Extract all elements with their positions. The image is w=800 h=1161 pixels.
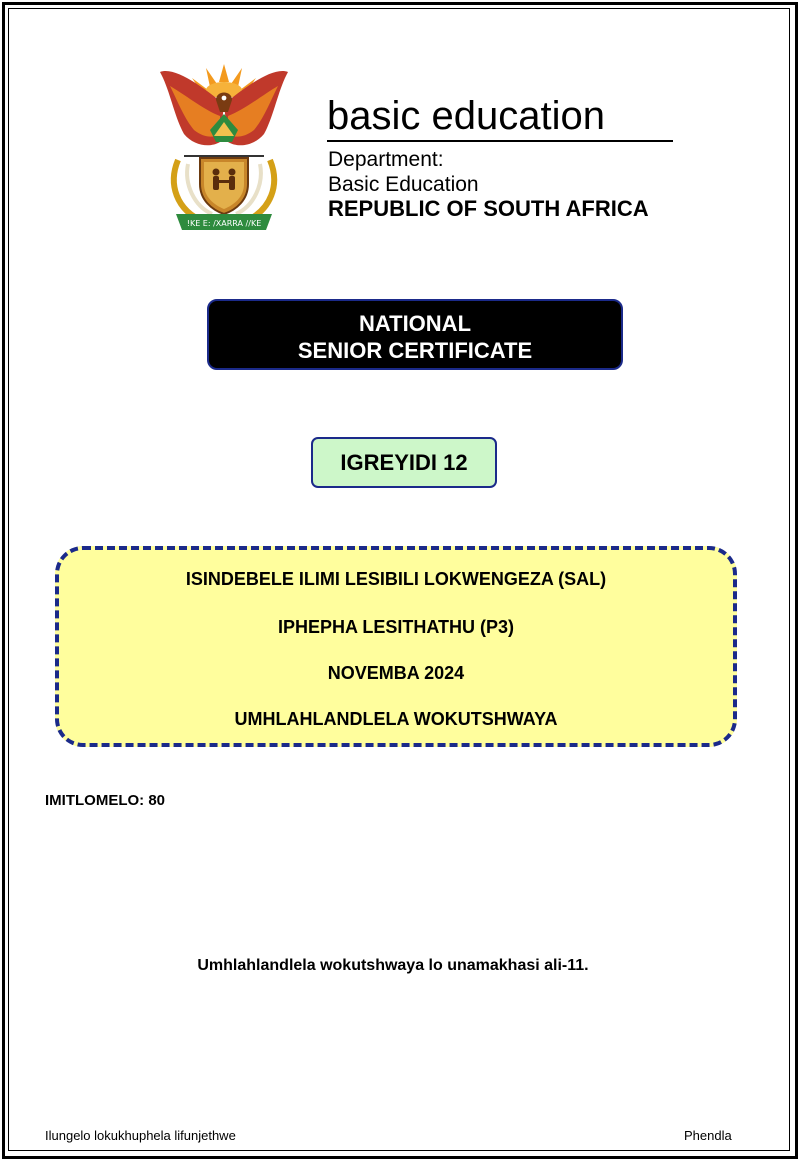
subject-panel	[55, 546, 737, 747]
paper-number: IPHEPHA LESITHATHU (P3)	[277, 617, 514, 637]
turn-over-note: Phendla	[684, 1128, 732, 1143]
certificate-banner	[207, 299, 623, 370]
certificate-line-1: NATIONAL	[358, 311, 472, 336]
department-name: Basic Education	[328, 173, 479, 196]
brand-divider	[327, 140, 673, 142]
document-type: UMHLAHLANDLELA WOKUTSHWAYA	[234, 709, 558, 729]
grade-badge: IGREYIDI 12	[311, 437, 497, 488]
certificate-line-2: SENIOR CERTIFICATE	[297, 338, 533, 363]
department-label: Department:	[328, 148, 444, 171]
copyright-notice: Ilungelo lokukhuphela lifunjethwe	[45, 1128, 236, 1143]
total-marks: IMITLOMELO: 80	[45, 792, 165, 809]
exam-date: NOVEMBA 2024	[327, 663, 465, 683]
brand-title: basic education	[327, 94, 605, 138]
coat-of-arms-logo	[154, 60, 294, 236]
subject-title: ISINDEBELE ILIMI LESIBILI LOKWENGEZA (SAL)	[185, 569, 607, 589]
country-name: REPUBLIC OF SOUTH AFRICA	[328, 196, 649, 221]
crest-motto: !KE E: /XARRA //KE	[186, 219, 262, 228]
page-count-note: Umhlahlandlela wokutshwaya lo unamakhasi ali-11.	[197, 957, 589, 974]
